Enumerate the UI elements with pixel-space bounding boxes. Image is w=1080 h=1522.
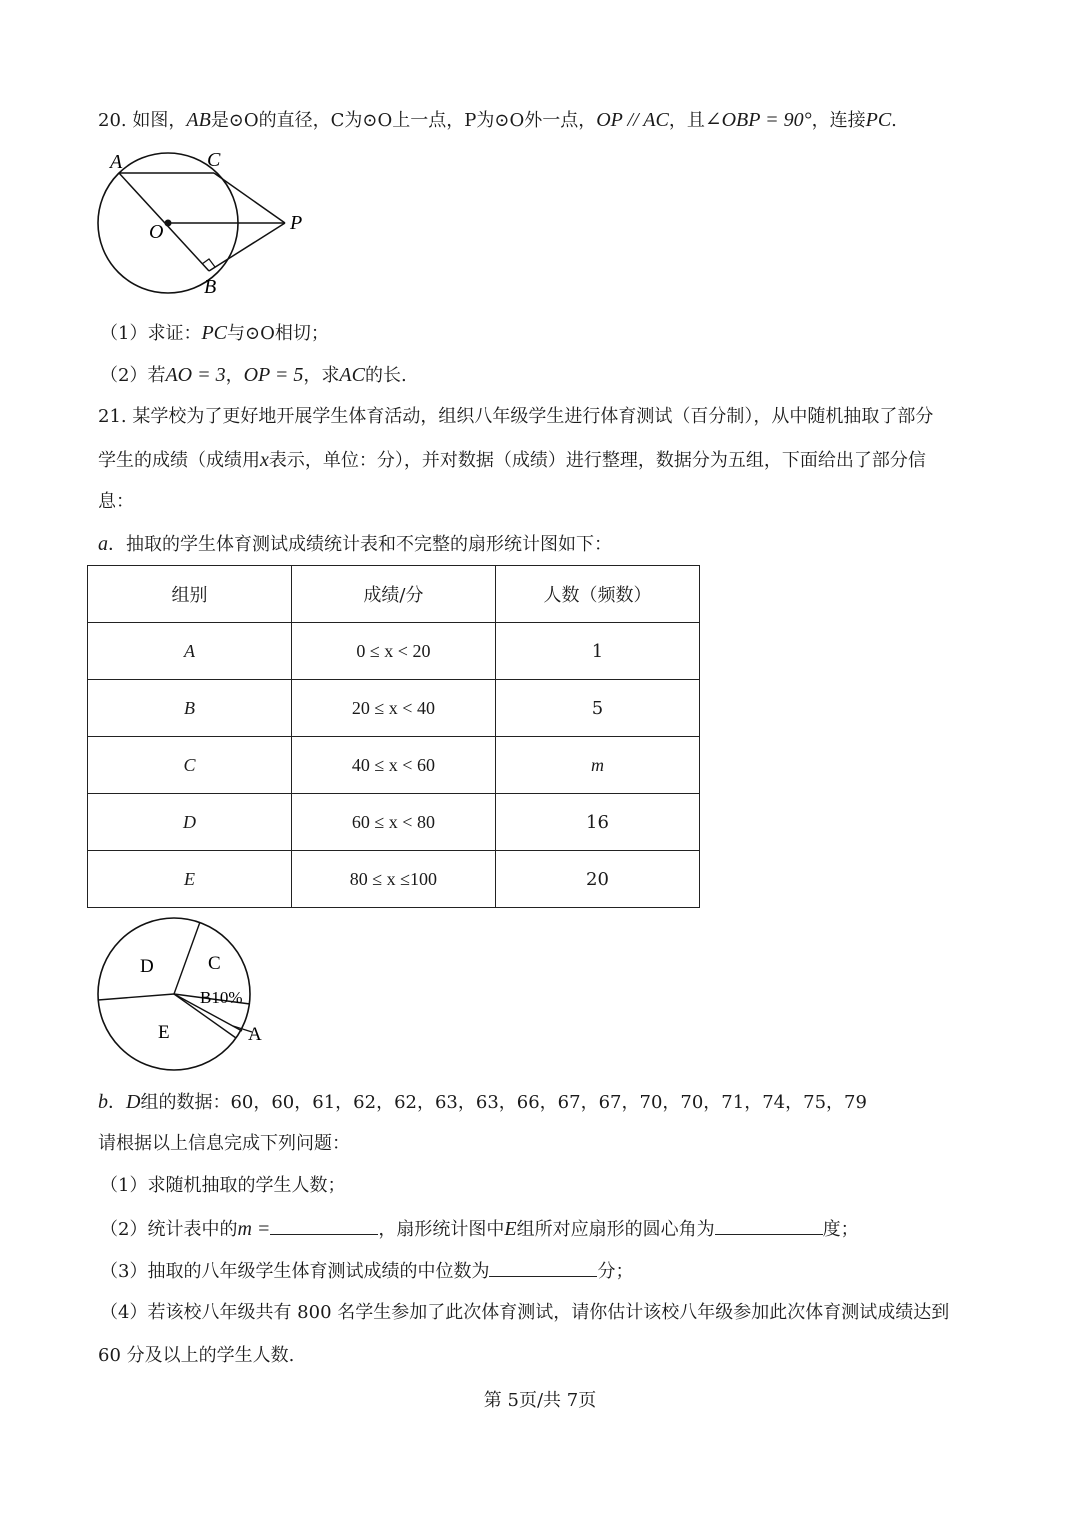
- diameter-ab: [119, 173, 209, 271]
- pie-label-d: D: [140, 956, 154, 977]
- pie-label-a: A: [248, 1024, 262, 1045]
- divider-d-c: [174, 922, 200, 994]
- table-row: A 0 ≤ x < 20 1: [88, 623, 700, 680]
- answer-blank-angle[interactable]: [715, 1216, 823, 1235]
- table-header-row: [88, 566, 700, 623]
- header-score: 成绩/分: [291, 566, 495, 623]
- table-row: B 20 ≤ x < 40 5: [88, 680, 700, 737]
- q21-sub1: （1）求随机抽取的学生人数；: [100, 1175, 346, 1196]
- header-group: 组别: [88, 566, 292, 623]
- q20-sub2: （2）若AO = 3，OP = 5，求AC的长.: [100, 364, 407, 386]
- q20-stem: 20. 如图，AB是⊙O的直径，C为⊙O上一点，P为⊙O外一点，OP // AC，且∠OBP = 90°，连接PC.: [98, 109, 897, 131]
- page-footer: 第 5页/共 7页: [483, 1390, 597, 1411]
- circle-tangent-figure: [92, 146, 322, 296]
- label-a: A: [110, 151, 123, 173]
- answer-blank-median[interactable]: [489, 1258, 597, 1277]
- label-c: C: [207, 149, 221, 171]
- q21-prompt: 请根据以上信息完成下列问题：: [98, 1133, 350, 1154]
- pie-chart: [92, 914, 272, 1074]
- pie-label-e: E: [158, 1022, 170, 1043]
- label-b: B: [204, 276, 217, 296]
- pie-label-b: B10%: [200, 988, 243, 1007]
- center-point: [165, 220, 172, 227]
- header-count: 人数（频数）: [495, 566, 699, 623]
- q21-sub4-line2: 60 分及以上的学生人数.: [98, 1345, 295, 1366]
- q21-line3: 息：: [98, 491, 134, 512]
- q21-line1: 21. 某学校为了更好地开展学生体育活动，组织八年级学生进行体育测试（百分制），从中随机抽取了部分: [98, 406, 934, 427]
- pie-label-c: C: [208, 953, 221, 974]
- score-table: [87, 565, 700, 908]
- q21-sub3: （3）抽取的八年级学生体育测试成绩的中位数为 分；: [100, 1258, 633, 1284]
- answer-blank-m[interactable]: [270, 1216, 378, 1235]
- divider-d-e: [98, 994, 174, 1000]
- q20-sub1: （1）求证：PC与⊙O相切；: [100, 322, 329, 344]
- q21-part-b: b．D组的数据：60，60，61，62，62，63，63，66，67，67，70，70，71，74，75，79: [98, 1091, 867, 1113]
- label-p: P: [290, 212, 303, 234]
- q21-sub4-line1: （4）若该校八年级共有 800 名学生参加了此次体育测试，请你估计该校八年级参加此次体育测试成绩达到: [100, 1302, 950, 1323]
- q21-line2: 学生的成绩（成绩用x表示，单位：分），并对数据（成绩）进行整理，数据分为五组，下面给出了部分信: [98, 449, 926, 471]
- q21-sub2: （2）统计表中的m = ，扇形统计图中E组所对应扇形的圆心角为 度；: [100, 1218, 859, 1240]
- table-row: E 80 ≤ x ≤100 20: [88, 851, 700, 908]
- q21-part-a: a．抽取的学生体育测试成绩统计表和不完整的扇形统计图如下：: [98, 533, 612, 555]
- segment-bp: [209, 223, 285, 271]
- table-row: C 40 ≤ x < 60 m: [88, 737, 700, 794]
- table-row: D 60 ≤ x < 80 16: [88, 794, 700, 851]
- q20-number: 20.: [98, 110, 127, 131]
- segment-cp: [214, 173, 285, 223]
- label-o: O: [149, 221, 164, 243]
